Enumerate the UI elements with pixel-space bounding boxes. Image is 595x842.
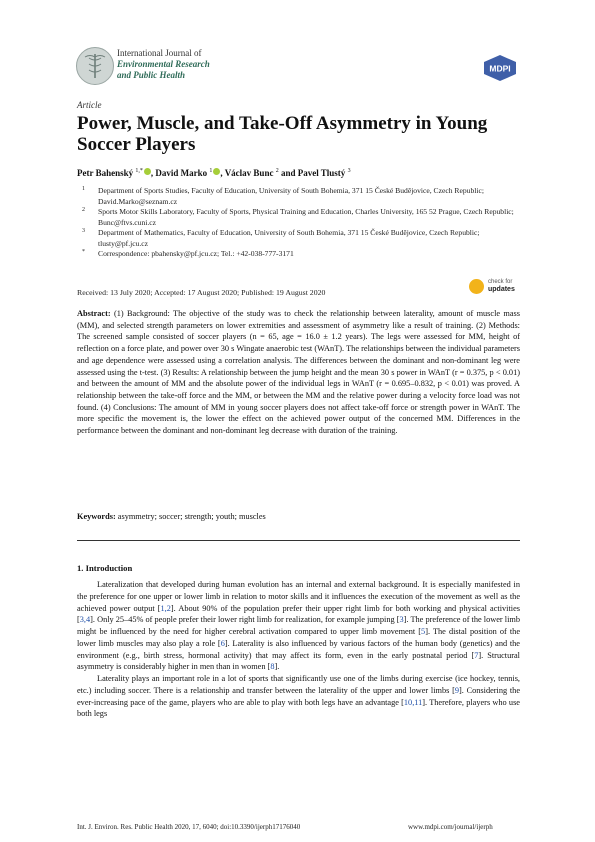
- citation-link[interactable]: 8: [270, 662, 275, 672]
- affiliation-text: Department of Mathematics, Faculty of Education, University of South Bohemia, 371 15 České Budějovice, Czech Republic; tlusty@pf.jcu.cz: [98, 228, 480, 248]
- svg-text:MDPI: MDPI: [489, 63, 511, 74]
- abstract-label: Abstract:: [77, 309, 111, 318]
- citation-link[interactable]: 10,11: [403, 697, 423, 707]
- journal-name-line3: and Public Health: [117, 70, 186, 80]
- author-list: [77, 168, 517, 178]
- affiliation-text: Correspondence: pbahensky@pf.jcu.cz; Tel.: +42-038-777-3171: [98, 249, 294, 258]
- citation-link[interactable]: 3,4: [79, 615, 91, 625]
- keywords: [77, 512, 520, 521]
- affiliation-list: [77, 186, 517, 260]
- mdpi-logo: [482, 54, 518, 82]
- author-name: David Marko: [155, 168, 210, 178]
- paragraph-text: Lateralization that developed during human evolution has an internal and external background. It is especially manifested in the preference for one upper or lower limb in relation to motor skills and it influences the execution of the movement as well as the achieved power output [: [77, 580, 520, 613]
- citation-link[interactable]: 9: [454, 685, 460, 695]
- journal-logo: [76, 47, 114, 85]
- paragraph-text: Laterality plays an important role in a lot of sports that significantly use one of the limbs during exercise (ice hockey, tennis, etc.) including soccer. There is a relationship and transfer between the laterality of the upper and lower limbs [: [77, 674, 520, 695]
- paragraph: [77, 579, 520, 673]
- abstract: [77, 308, 520, 437]
- citation-link[interactable]: 6: [220, 638, 225, 648]
- author-affiliation-mark: 3: [347, 168, 351, 174]
- article-type: Article: [77, 100, 102, 110]
- paragraph-text: ]. The distal position of the lower limb muscles may also play a role [: [77, 627, 520, 648]
- affiliation-item: [77, 186, 517, 207]
- paragraph-text: ]. Considering the ever-increasing pace of the game, players who are able to play with both legs have an advantage [: [77, 685, 520, 707]
- paper-title: Power, Muscle, and Take-Off Asymmetry in Young Soccer Players: [77, 113, 488, 155]
- author-separator: ,: [150, 168, 156, 178]
- journal-name-line2: Environmental Research: [117, 59, 210, 69]
- paragraph-text: ]. About 90% of the population prefer their upper right limb for both working and physical activities [: [77, 603, 521, 625]
- citation-link[interactable]: 3: [399, 615, 404, 625]
- journal-name-line1: International Journal of: [117, 48, 202, 58]
- author-separator: and: [278, 168, 298, 178]
- paragraph-text: ]. Laterality is also influenced by various factors of the human body (genetics) and the environment (e.g., birth stress, hormonal activity) that may affect its form, even in the early postnatal period [: [77, 638, 520, 660]
- affiliation-number: 2: [82, 207, 85, 213]
- caduceus-icon: [77, 48, 113, 84]
- paragraph-text: ].: [274, 662, 280, 672]
- check-updates-icon: [469, 279, 484, 294]
- author-name: Pavel Tlustý: [297, 168, 348, 178]
- author-name: Petr Bahenský: [77, 168, 136, 178]
- keywords-text: asymmetry; soccer; strength; youth; muscles: [117, 512, 266, 521]
- section-divider: [77, 540, 520, 541]
- affiliation-item: [77, 228, 517, 249]
- author-affiliation-mark: 1: [209, 168, 213, 174]
- author-affiliation-mark: 1,*: [135, 168, 143, 174]
- author-affiliation-mark: 2: [275, 168, 279, 174]
- paragraph: [77, 673, 520, 720]
- paragraph-text: ]. Structural asymmetry is considerably higher in men than in women [: [77, 650, 520, 672]
- journal-name: [117, 48, 210, 81]
- mdpi-logo-icon: [482, 54, 518, 82]
- author-name: Václav Bunc: [224, 168, 276, 178]
- introduction-body: [77, 579, 520, 720]
- section-title: 1. Introduction: [77, 563, 133, 573]
- check-updates-line2: updates: [488, 286, 515, 293]
- affiliation-text: Sports Motor Skills Laboratory, Faculty of Sports, Physical Training and Education, Charles University, 165 52 Prague, Czech Republic; Bunc@ftvs.cuni.cz: [98, 207, 514, 227]
- check-for-updates-badge[interactable]: [469, 278, 519, 298]
- author-separator: ,: [220, 168, 225, 178]
- citation-link[interactable]: 5: [421, 627, 426, 636]
- keywords-label: Keywords:: [77, 512, 116, 521]
- paragraph-text: ]. The preference of the lower limb might be influenced by the need for higher cerebral activation compared to upper limb movement [: [77, 615, 520, 636]
- affiliation-number: 3: [82, 228, 85, 234]
- footer-citation: Int. J. Environ. Res. Public Health 2020, 17, 6040; doi:10.3390/ijerph17176040: [77, 823, 301, 831]
- paragraph-text: ]. Only 25–45% of people prefer their lower right limb for realization, for example jumping [: [90, 615, 400, 625]
- check-updates-line1: check for: [488, 279, 513, 285]
- affiliation-number: 1: [82, 186, 85, 192]
- citation-link[interactable]: 7: [474, 650, 479, 660]
- footer-journal-url[interactable]: www.mdpi.com/journal/ijerph: [408, 823, 493, 831]
- citation-link[interactable]: 1,2: [160, 603, 171, 613]
- affiliation-text: Department of Sports Studies, Faculty of Education, University of South Bohemia, 371 15 České Budějovice, Czech Republic; David.Marko@seznam.cz: [98, 186, 484, 206]
- abstract-text: (1) Background: The objective of the study was to check the relationship between laterality, amount of muscle mass (MM), and selected strength parameters on lower extremities and assessment of asymmetry like a result of training. (2) Methods: The screened sample consisted of soccer players (n = 65, age = 16.0 ± 1.2 years). The legs were assessed for MM, height of reflection on a force plate, and power over 30 s Wingate anaerobic test (WAnT). The relationships between the individual parameters and age dependence were assessed using a correlation analysis. The differences between the dominant and non-dominant leg were assessed using the t-test. (3) Results: A relationship between the jump height and the mean 30 s power in WAnT (r = 0.375, p < 0.01) and between the amount of MM and the absolute power of the individual legs in WAnT (r = 0.695–0.832, p < 0.01) was proved. A relationship between the take-off force and the MM, or between the MM and the relative power during a velocity force load was not found. (4) Conclusions: The amount of MM in young soccer players does not affect take-off force or strength power in WAnT. The more specific the movement is, the lower the effect on the achieved power output of the concerned MM. Differences in the performance between the dominant and non-dominant leg decrease with duration of the training.: [77, 309, 520, 436]
- publication-dates: Received: 13 July 2020; Accepted: 17 August 2020; Published: 19 August 2020: [77, 288, 326, 297]
- orcid-icon[interactable]: [144, 168, 151, 175]
- paragraph-text: ]. Therefore, players who use both legs: [77, 697, 520, 719]
- affiliation-item: [77, 249, 517, 260]
- affiliation-number: *: [82, 249, 85, 255]
- affiliation-item: [77, 207, 517, 228]
